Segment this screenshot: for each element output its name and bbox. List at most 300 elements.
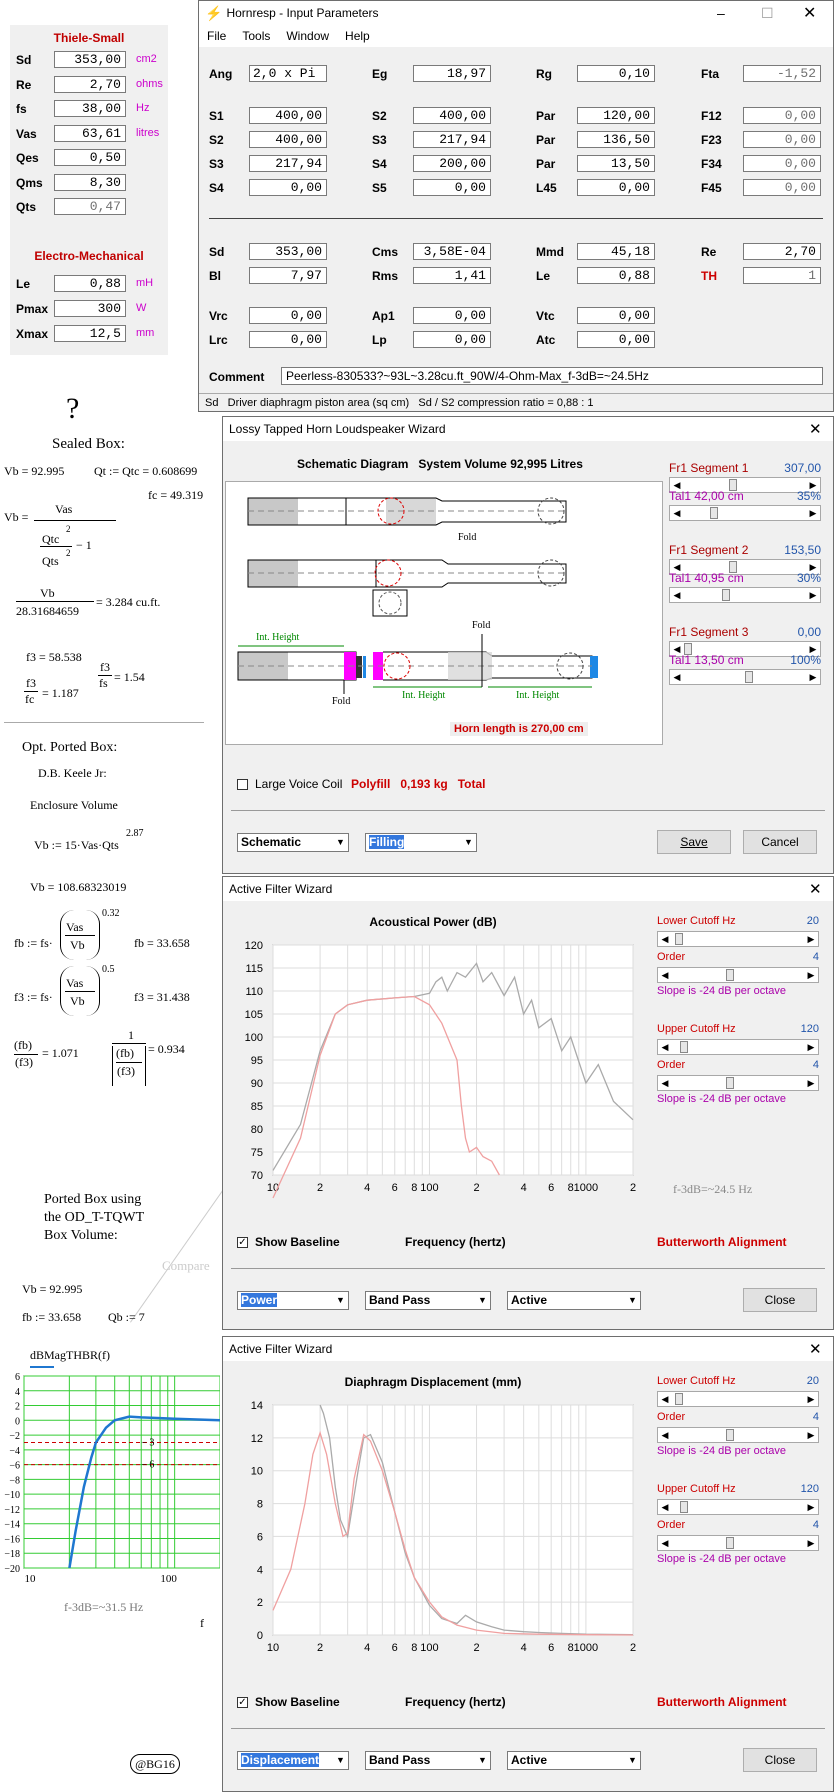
section-divider [209,218,823,219]
chevron-left-icon[interactable]: ◀ [661,970,669,980]
vbcf-num: Vb [40,586,55,600]
x-tick-label: 4 [520,1642,527,1654]
param-field-f23[interactable]: 0,00 [743,131,821,148]
x-tick-label: 2 [629,1642,637,1654]
chevron-right-icon[interactable]: ▶ [807,1430,815,1440]
horn-length-label: Horn length is 270,00 cm [450,722,588,736]
x-tick-label: 4 [520,1182,527,1194]
ratio2-result: = 0.934 [148,1042,185,1056]
param-field-s2b[interactable]: 400,00 [249,131,327,148]
close-icon[interactable]: ✕ [809,1341,822,1358]
em-unit-2: mm [136,327,155,339]
em-value-1[interactable]: 300 [54,300,126,317]
y-tick-label: 4 [256,1564,263,1577]
x-tick-label: 6 [548,1182,555,1194]
chevron-right-icon[interactable]: ▶ [807,1502,815,1512]
f3-vas: Vas [66,976,84,990]
em-label-0: Le [16,277,31,291]
param-field-ap1[interactable]: 0,00 [413,307,491,324]
param-label-le: Le [536,269,551,283]
x-tick-label: 4 [364,1182,371,1194]
y-tick-label: −14 [4,1519,20,1531]
thbr-graph-title: dBMagTHBR(f) [30,1348,110,1362]
chevron-left-icon[interactable]: ◀ [673,480,681,490]
chevron-left-icon[interactable]: ◀ [661,1394,669,1404]
param-field-s4b[interactable]: 0,00 [249,179,327,196]
y-tick-label: 4 [15,1386,20,1398]
vb-value: Vb = 108.68323019 [30,880,127,894]
y-tick-label: 80 [250,1124,263,1136]
y-tick-label: −18 [4,1549,20,1561]
param-label-s4b: S4 [209,181,224,195]
y-tick-label: −6 [9,1460,20,1472]
input-parameters-titlebar [199,1,833,25]
param-field-re[interactable]: 2,70 [743,243,821,260]
menu-file[interactable]: File [207,29,227,43]
ts-unit-0: cm2 [136,53,157,65]
chevron-left-icon[interactable]: ◀ [661,1042,669,1052]
chevron-down-icon: ▼ [464,837,473,847]
segment-tal-label-0: Tal1 42,00 cm [669,489,744,503]
x-tick-label: 2 [317,1182,324,1194]
segment-slider-1-1[interactable] [669,587,821,603]
x-tick-label: 100 [160,1573,177,1585]
af1-f3db-note: f-3dB=~24.5 Hz [673,1182,753,1196]
y-tick-label: −20 [4,1564,20,1575]
param-field-bl[interactable]: 7,97 [249,267,327,284]
af1-slider-0[interactable] [657,931,819,947]
y-tick-label: 0 [256,1630,263,1642]
param-field-rg[interactable]: 0,10 [577,65,655,82]
qts-term: Qts [42,554,59,568]
y-tick-label: 70 [250,1170,263,1182]
ported-qb: Qb := 7 [108,1310,145,1324]
af1-titlebar [223,877,833,901]
param-field-s3a[interactable]: 217,94 [413,131,491,148]
y-tick-label: 110 [245,986,263,998]
y-tick-label: 14 [250,1400,263,1412]
chevron-right-icon[interactable]: ▶ [809,480,817,490]
signature-stamp: @BG16 [130,1754,180,1774]
fold-label-2: Fold [472,620,491,631]
int-height-label-3: Int. Height [516,690,560,701]
qtc-term: Qtc [42,532,60,546]
marker-label: − 6 [141,1459,155,1471]
thbr-chart [0,1370,220,1610]
y-tick-label: 75 [250,1147,263,1159]
segment-fr-value-0: 307,00 [784,461,821,475]
af1-panel-label-2: Upper Cutoff Hz [657,1023,736,1035]
chevron-left-icon[interactable]: ◀ [673,508,681,518]
param-field-lp[interactable]: 0,00 [413,331,491,348]
param-field-th[interactable]: 1 [743,267,821,284]
segment-slider-2-1[interactable] [669,669,821,685]
segment-fr-label-2: Fr1 Segment 3 [669,625,749,639]
param-label-s3a: S3 [372,133,387,147]
param-field-s3b[interactable]: 217,94 [249,155,327,172]
param-field-s5[interactable]: 0,00 [413,179,491,196]
param-label-par3: Par [536,157,556,171]
af1-slope-1: Slope is -24 dB per octave [657,985,787,997]
slider-thumb[interactable] [726,1077,734,1089]
fb-exp: 0.32 [102,908,120,919]
chevron-left-icon[interactable]: ◀ [673,644,681,654]
x-tick-label: 6 [391,1642,398,1654]
param-label-l45: L45 [536,181,557,195]
param-field-ang[interactable]: 2,0 x Pi [249,65,327,82]
param-field-f45[interactable]: 0,00 [743,179,821,196]
enclosure-volume-label: Enclosure Volume [30,798,118,812]
param-field-par2[interactable]: 136,50 [577,131,655,148]
af2-show-baseline-checkbox[interactable]: ✓ [238,1697,247,1708]
ts-unit-3: litres [136,126,160,139]
vbcf-den: 28.31684659 [16,604,79,618]
slider-thumb[interactable] [726,1537,734,1549]
chevron-left-icon[interactable]: ◀ [661,1502,669,1512]
af2-active-select[interactable]: Active ▼ [507,1751,641,1770]
ts-value-4[interactable]: 0,50 [54,149,126,166]
param-label-rms: Rms [372,269,399,283]
chevron-right-icon[interactable]: ▶ [809,590,817,600]
af1-slider-3[interactable] [657,1075,819,1091]
af2-panel-value-0: 20 [806,1375,819,1387]
param-field-vtc[interactable]: 0,00 [577,307,655,324]
param-label-th: TH [701,269,717,283]
param-label-par1: Par [536,109,556,123]
em-value-2[interactable]: 12,5 [54,325,126,342]
af2-mode-select[interactable]: Displacement ▼ [237,1751,349,1770]
y-tick-label: 105 [244,1009,263,1021]
close-icon[interactable]: ✕ [803,5,817,22]
slider-thumb[interactable] [675,933,683,945]
af2-panel-label-1: Order [657,1411,686,1423]
y-tick-label: −16 [4,1534,20,1546]
comment-label: Comment [209,370,265,384]
sealed-box-heading: Sealed Box: [52,436,125,452]
ts-label-0: Sd [16,53,32,67]
f3fs-den: fs [99,676,108,690]
ts-value-2[interactable]: 38,00 [54,100,126,117]
af1-panel-value-2: 120 [800,1023,819,1035]
em-unit-1: W [136,302,147,314]
segment-tal-label-2: Tal1 13,50 cm [669,653,744,667]
em-label-1: Pmax [16,302,49,316]
f3fc-num: f3 [26,676,36,690]
param-field-f34[interactable]: 0,00 [743,155,821,172]
param-field-cms[interactable]: 3,58E-04 [413,243,491,260]
af1-mode-select[interactable]: Power ▼ [237,1291,349,1310]
param-field-le[interactable]: 0,88 [577,267,655,284]
horn-stage-1 [248,498,566,525]
slider-thumb[interactable] [726,1429,734,1441]
ratio-fb: (fb) [14,1038,32,1052]
y-tick-label: 6 [15,1372,20,1383]
view-select[interactable]: Schematic ▼ [237,833,349,852]
close-icon[interactable]: ✕ [809,881,822,898]
thbr-legend-line [30,1366,54,1368]
param-field-s1a[interactable]: 400,00 [249,107,327,124]
param-label-fta: Fta [701,67,719,81]
af2-close-button[interactable]: Close [743,1748,817,1772]
y-tick-label: 0 [15,1416,20,1428]
af2-slider-3[interactable] [657,1535,819,1551]
keele-label: D.B. Keele Jr: [38,766,107,780]
chevron-left-icon[interactable]: ◀ [673,562,681,572]
af2-slider-1[interactable] [657,1427,819,1443]
input-parameters-window [198,0,834,412]
chevron-left-icon[interactable]: ◀ [673,672,681,682]
param-label-ap1: Ap1 [372,309,395,323]
af2-title: Active Filter Wizard [229,1342,333,1356]
f3fc-den: fc [25,692,35,706]
f3-vb: Vb [70,994,85,1008]
af1-frequency-label: Frequency (hertz) [405,1235,506,1249]
large-voice-coil-checkbox[interactable] [237,779,248,790]
af1-panel-value-1: 4 [812,951,819,963]
f3-value: f3 = 31.438 [134,990,190,1004]
param-field-eg[interactable]: 18,97 [413,65,491,82]
plot-area [24,1376,220,1568]
af1-slider-2[interactable] [657,1039,819,1055]
thiele-small-panel [10,25,168,355]
segment-fr-value-2: 0,00 [797,625,821,639]
minus-one: − 1 [76,538,92,552]
qts-exp: 2 [66,548,71,558]
menu-window[interactable]: Window [286,29,330,43]
vas-numerator: Vas [55,502,73,516]
param-field-rms[interactable]: 1,41 [413,267,491,284]
param-field-sd[interactable]: 353,00 [249,243,327,260]
af1-panel-label-3: Order [657,1059,686,1071]
y-tick-label: −4 [9,1445,20,1457]
int-height-label-2: Int. Height [402,690,446,701]
chevron-right-icon[interactable]: ▶ [809,672,817,682]
x-tick-label: 8 [411,1182,418,1194]
acoustical-power-chart [223,933,653,1203]
chevron-left-icon[interactable]: ◀ [661,934,669,944]
menu-tools[interactable]: Tools [242,29,271,43]
thiele-small-title: Thiele-Small [53,31,125,45]
segment-slider-0-1[interactable] [669,505,821,521]
slider-thumb[interactable] [710,507,718,519]
x-tick-label: 10 [24,1573,36,1585]
f3fc-result: = 1.187 [42,686,79,700]
horn-stage-3 [238,634,598,694]
y-tick-label: 10 [250,1465,263,1478]
menu-help[interactable]: Help [345,29,370,43]
slider-thumb[interactable] [680,1501,688,1513]
em-unit-0: mH [136,277,154,289]
chevron-down-icon: ▼ [336,1295,345,1305]
slider-thumb[interactable] [680,1041,688,1053]
param-label-ang: Ang [209,67,233,81]
param-field-f12[interactable]: 0,00 [743,107,821,124]
ts-label-6: Qts [16,200,37,214]
af2-panel-label-2: Upper Cutoff Hz [657,1483,736,1495]
param-label-s2b: S2 [209,133,224,147]
chevron-left-icon[interactable]: ◀ [661,1538,669,1548]
chevron-right-icon[interactable]: ▶ [809,644,817,654]
param-label-vrc: Vrc [209,309,228,323]
separator-line [4,722,204,723]
chevron-right-icon[interactable]: ▶ [807,1078,815,1088]
chevron-right-icon[interactable]: ▶ [807,1538,815,1548]
comment-field[interactable]: Peerless-830533?~93L~3.28cu.ft_90W/4-Ohm-Max_f-3dB=~24.5Hz [281,367,823,385]
ported-box-heading: Ported Box using [44,1192,142,1207]
af2-slider-0[interactable] [657,1391,819,1407]
ts-value-1[interactable]: 2,70 [54,76,126,93]
x-tick-label: 10 [266,1182,280,1194]
od-tqwt-heading: the OD_T-TQWT [44,1210,145,1225]
slider-thumb[interactable] [745,671,753,683]
fold-label-1: Fold [458,532,477,543]
slider-thumb[interactable] [726,969,734,981]
x-tick-label: 6 [391,1182,398,1194]
horn-schematic [226,482,664,746]
ts-value-6[interactable]: 0,47 [54,198,126,215]
ts-value-3[interactable]: 63,61 [54,125,126,142]
close-icon[interactable]: ✕ [809,421,822,438]
sealed-f3: f3 = 58.538 [26,650,82,664]
param-label-f12: F12 [701,109,722,123]
em-value-0[interactable]: 0,88 [54,275,126,292]
fb-formula: fb := fs· [14,936,53,950]
param-label-s5: S5 [372,181,387,195]
param-label-s3b: S3 [209,157,224,171]
save-button[interactable]: Save [657,830,731,854]
param-label-vtc: Vtc [536,309,555,323]
ts-label-1: Re [16,77,32,92]
x-tick-label: 6 [548,1642,555,1654]
fraction-line [65,935,95,936]
param-field-atc[interactable]: 0,00 [577,331,655,348]
param-field-mmd[interactable]: 45,18 [577,243,655,260]
ts-label-5: Qms [16,175,43,190]
af1-slider-1[interactable] [657,967,819,983]
param-field-vrc[interactable]: 0,00 [249,307,327,324]
f3fs-num: f3 [100,660,110,674]
fold-label-3: Fold [332,696,351,707]
param-label-rg: Rg [536,67,552,81]
sealed-qt: Qt := Qtc = 0.608699 [94,464,198,478]
chevron-down-icon: ▼ [478,1295,487,1305]
chevron-right-icon[interactable]: ▶ [807,1394,815,1404]
param-label-cms: Cms [372,245,399,259]
x-tick-label: 100 [420,1642,439,1654]
ts-value-0[interactable]: 353,00 [54,51,126,68]
segment-tal-value-1: 30% [796,571,821,585]
ts-unit-1: ohms [136,77,163,90]
large-voice-coil-label: Large Voice Coil [255,777,343,791]
param-field-s2a[interactable]: 400,00 [413,107,491,124]
thbr-f3db: f-3dB=~31.5 Hz [64,1600,144,1614]
qtc-exp: 2 [66,524,71,534]
x-tick-label: 4 [364,1642,371,1654]
y-tick-label: 95 [250,1055,263,1067]
y-tick-label: 8 [256,1498,263,1511]
lightning-icon: ⚡ [205,4,223,21]
slider-thumb[interactable] [722,589,730,601]
chevron-right-icon[interactable]: ▶ [807,934,815,944]
chevron-left-icon[interactable]: ◀ [661,1078,669,1088]
param-field-fta[interactable]: -1,52 [743,65,821,82]
minimize-icon[interactable]: – [717,5,725,21]
chevron-left-icon[interactable]: ◀ [673,590,681,600]
f3-exp: 0.5 [102,964,115,975]
wizard-titlebar [223,417,833,441]
chevron-left-icon[interactable]: ◀ [661,1430,669,1440]
param-field-par1[interactable]: 120,00 [577,107,655,124]
f3fs-result: = 1.54 [114,670,145,684]
y-tick-label: −8 [9,1475,20,1487]
param-label-re: Re [701,245,717,259]
af1-title: Active Filter Wizard [229,882,333,896]
segment-tal-label-1: Tal1 40,95 cm [669,571,744,585]
param-field-s4a[interactable]: 200,00 [413,155,491,172]
x-tick-label: 2 [473,1642,480,1654]
af2-frequency-label: Frequency (hertz) [405,1695,506,1709]
segment-tal-value-0: 35% [796,489,821,503]
param-label-eg: Eg [372,67,388,81]
question-mark: ? [66,392,80,425]
slider-thumb[interactable] [675,1393,683,1405]
af1-close-button[interactable]: Close [743,1288,817,1312]
af1-slope-2: Slope is -24 dB per octave [657,1093,787,1105]
status-bar: Sd Driver diaphragm piston area (sq cm) Sd / S2 compression ratio = 0,88 : 1 [199,393,833,412]
y-tick-label: −10 [4,1490,20,1502]
param-label-bl: Bl [209,269,221,283]
filling-select[interactable]: Filling ▼ [365,833,477,852]
af1-show-baseline-checkbox[interactable]: ✓ [238,1237,247,1248]
chevron-right-icon[interactable]: ▶ [809,562,817,572]
af1-alignment-label: Butterworth Alignment [657,1235,787,1249]
param-field-par3[interactable]: 13,50 [577,155,655,172]
y-tick-label: 120 [244,940,263,952]
y-tick-label: 100 [244,1032,263,1044]
schematic-heading: Schematic Diagram System Volume 92,995 Litres [297,457,583,471]
x-tick-label: 2 [629,1182,637,1194]
chevron-right-icon[interactable]: ▶ [807,1042,815,1052]
active-filter-wizard-power [222,876,834,1330]
param-field-lrc[interactable]: 0,00 [249,331,327,348]
af2-slider-2[interactable] [657,1499,819,1515]
maximize-icon[interactable]: ☐ [761,4,774,21]
sealed-fc: fc = 49.319 [148,488,204,502]
fb-vb: Vb [70,938,85,952]
chevron-right-icon[interactable]: ▶ [807,970,815,980]
compare-label: Compare [162,1258,210,1273]
fb-vas: Vas [66,920,84,934]
em-label-2: Xmax [16,327,49,341]
chevron-down-icon: ▼ [628,1755,637,1765]
chevron-right-icon[interactable]: ▶ [809,508,817,518]
af2-chart-title: Diaphragm Displacement (mm) [344,1375,522,1389]
param-label-atc: Atc [536,333,556,347]
fraction-line [116,1062,142,1063]
param-field-l45[interactable]: 0,00 [577,179,655,196]
wizard-divider [231,810,825,811]
af2-panel-value-2: 120 [800,1483,819,1495]
fraction-line [16,601,94,602]
af2-panel-value-3: 4 [812,1519,819,1531]
af1-band-select[interactable]: Band Pass ▼ [365,1291,491,1310]
af2-band-select[interactable]: Band Pass ▼ [365,1751,491,1770]
af1-panel-value-0: 20 [806,915,819,927]
cancel-button[interactable]: Cancel [743,830,817,854]
ts-value-5[interactable]: 8,30 [54,174,126,191]
x-tick-label: 8 [411,1642,418,1654]
af1-active-select[interactable]: Active ▼ [507,1291,641,1310]
